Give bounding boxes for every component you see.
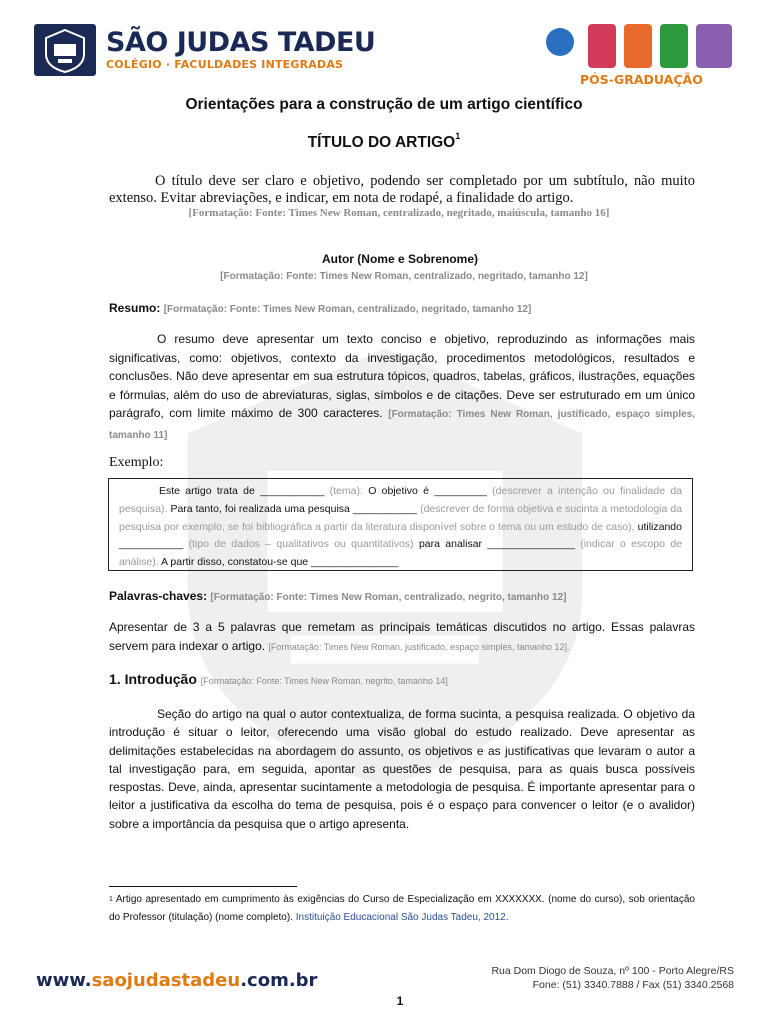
intro-heading-line (109, 671, 695, 687)
abstract-paragraph (109, 330, 695, 446)
author-format-note: [Formatação: Fonte: Times New Roman, centralizado, negritado, tamanho 12] (220, 271, 588, 282)
example-hint4: (tipo de dados – qualitativos ou quantitativos) (188, 538, 414, 551)
justice-icon (624, 24, 652, 68)
footnote-number: 1 (109, 896, 113, 903)
author-line: Autor (Nome e Sobrenome) (321, 252, 478, 266)
website-name: saojudastadeu (91, 970, 241, 991)
example-part6: A partir disso, constatou-se que _______________ (161, 556, 399, 569)
keywords-label: Palavras-chaves: (109, 589, 208, 603)
program-label: PÓS-GRADUAÇÃO (580, 72, 703, 87)
example-hint2: (descrever a intenção ou finalidade da pesquisa). (119, 485, 683, 515)
title-paragraph: O título deve ser claro e objetivo, podendo ser completado por um subtítulo, não muito extenso. Evitar abreviações, e indicar, em nota de rodapé, a finalidade do artigo. (109, 173, 695, 206)
graduate-program-icons (544, 18, 740, 74)
footnote-institution: Instituição Educacional São Judas Tadeu, 2012. (295, 912, 509, 923)
example-hint1: (tema). (329, 485, 363, 497)
title-format-note: [Formatação: Fonte: Times New Roman, centralizado, negritado, maiúscula, tamanho 16] (188, 207, 610, 219)
example-hint3: (descrever de forma objetiva e sucinta a metodologia da pesquisa por exemplo, se foi bibliográfica a partir da literatura disponível sobre o tema ou um estudo de caso), (119, 502, 683, 533)
keywords-format-note: [Formatação: Fonte: Times New Roman, centralizado, negrito, tamanho 12] (210, 592, 567, 603)
abstract-label-line (109, 301, 695, 315)
keywords-text: Apresentar de 3 a 5 palavras que remetam as principais temáticas discutidos no artigo. Essas palavras servem para indexar o artigo. (109, 620, 695, 653)
abstract-format-note: [Formatação: Fonte: Times New Roman, centralizado, negritado, tamanho 12] (163, 304, 532, 315)
footer-phone: Fone: (51) 3340.7888 / Fax (51) 3340.2568 (532, 979, 734, 991)
ship-icon (696, 24, 732, 68)
website-suffix: .com.br (240, 970, 318, 991)
abstract-text-format: [Formatação: Times New Roman, justificado, espaço simples, tamanho 11] (109, 409, 695, 441)
intro-paragraph: Seção do artigo na qual o autor contextualiza, de forma sucinta, a pesquisa realizada. O objetivo da introdução é situar o leitor, oferecendo uma visão global do estudo realizado. Deve apresentar as delimitações estabelecidas na abordagem do assunto, os objetivos e as justificativas que levaram o autor a tal investigação para, em seguida, apontar as questões de pesquisa, para as quais busca possíveis respostas. Deve, ainda, apresentar sucintamente a metodologia de pesquisa. É importante apresentar para o leitor a justificativa da escolha do tema de pesquisa, pois é o espaço para convencer o leitor (e o avalidor) sobre a importância da pesquisa que o artigo apresenta. (109, 707, 695, 831)
page-number: 1 (396, 994, 404, 1008)
globe-icon (546, 28, 574, 56)
article-title-text: TÍTULO DO ARTIGO (307, 134, 456, 151)
school-crest-logo (34, 24, 96, 76)
website-prefix: www. (36, 970, 92, 991)
footnote (109, 891, 695, 927)
intro-format-note: [Formatação: Fonte: Times New Roman, negrito, tamanho 14] (200, 676, 448, 686)
example-box (108, 478, 693, 571)
website-link[interactable] (36, 970, 317, 991)
article-title (0, 131, 768, 152)
example-part2: O objetivo é _________ (368, 485, 487, 497)
footnote-marker: 1 (455, 131, 461, 141)
footnote-divider (109, 886, 297, 887)
example-hint5: (indicar o escopo de análise). (119, 538, 682, 569)
brand-subtitle: COLÉGIO · FACULDADES INTEGRADAS (106, 58, 344, 71)
abstract-text: O resumo deve apresentar um texto conciso e objetivo, reproduzindo as informações mais significativas, como: objetivos, contexto da investigação, procedimentos metodológicos, resultados e conclusões. Não deve apresentar em sua estrutura tópicos, quadros, tabelas, gráficos, ilustrações, equações e fórmulas, além do uso de abreviaturas, siglas, símbolos e de citações. Deve ser estruturado em um único parágrafo, com limite máximo de 300 caracteres. (109, 332, 695, 421)
abstract-label: Resumo: (109, 301, 161, 315)
health-icon (660, 24, 688, 68)
footer-address: Rua Dom Diogo de Souza, nº 100 - Porto Alegre/RS (491, 965, 734, 977)
keywords-paragraph (109, 618, 695, 657)
example-part4: utilizando ___________ (119, 520, 682, 551)
footnote-text: Artigo apresentado em cumprimento às exigências do Curso de Especialização em XXXXXXX. (nome do curso), sob orientação do Professor (titulação) (nome completo). (109, 894, 695, 923)
example-part3: Para tanto, foi realizada uma pesquisa ___________ (170, 502, 418, 515)
keywords-label-line (109, 589, 695, 603)
example-part5: para analisar _______________ (418, 538, 575, 551)
footer-contact (491, 964, 734, 992)
intro-heading: 1. Introdução (109, 671, 197, 687)
page-heading: Orientações para a construção de um artigo científico (185, 96, 583, 113)
brand-title: SÃO JUDAS TADEU (106, 27, 376, 58)
example-label: Exemplo: (109, 455, 164, 470)
keywords-text-format: [Formatação: Times New Roman, justificado, espaço simples, tamanho 12]. (268, 642, 570, 652)
example-part1: Este artigo trata de ___________ (159, 485, 325, 497)
medical-icon (588, 24, 616, 68)
brand (106, 28, 375, 72)
